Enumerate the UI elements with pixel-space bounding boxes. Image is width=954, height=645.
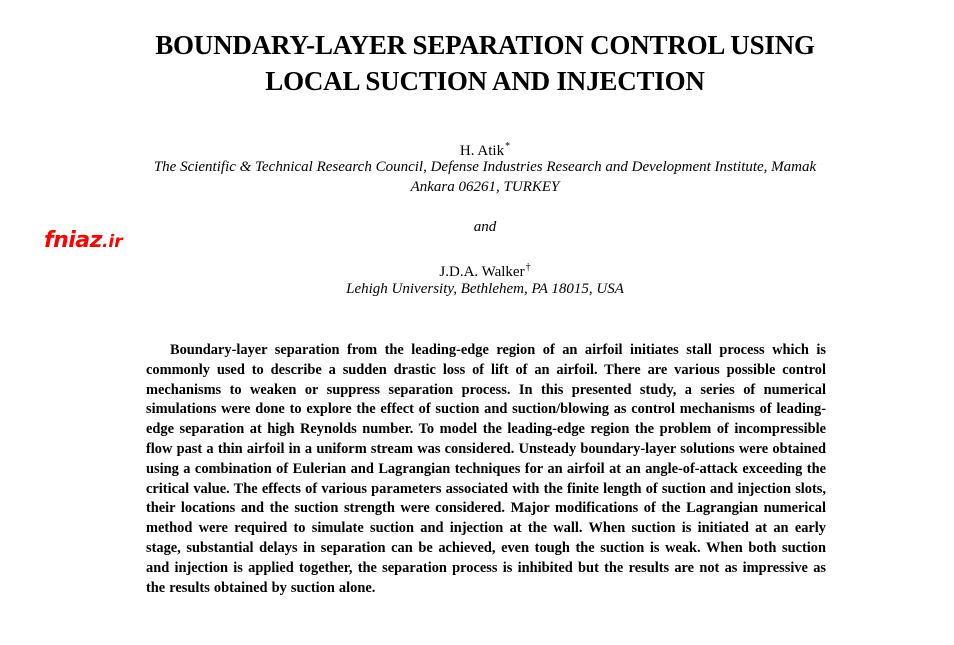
watermark-tld: .ir xyxy=(101,232,123,252)
affiliation-1-line-1: The Scientific & Technical Research Council, Defense Industries Research and Development Institute, Mamak xyxy=(153,159,817,175)
author-2 xyxy=(0,259,954,281)
watermark-logo xyxy=(44,227,123,256)
author-conjunction: and xyxy=(473,219,497,235)
author-2-name: J.D.A. Walker xyxy=(439,264,525,280)
author-2-footnote-mark: † xyxy=(525,262,531,273)
title-line-1: BOUNDARY-LAYER SEPARATION CONTROL USING xyxy=(155,30,815,60)
paper-title xyxy=(0,27,954,99)
title-line-2: LOCAL SUCTION AND INJECTION xyxy=(265,66,705,96)
affiliation-1-line-2: Ankara 06261, TURKEY xyxy=(410,179,560,195)
affiliation-2-line: Lehigh University, Bethlehem, PA 18015, USA xyxy=(346,281,624,297)
author-2-affiliation xyxy=(0,279,954,299)
watermark-name: fniaz xyxy=(44,228,102,253)
abstract-paragraph: Boundary-layer separation from the leading-edge region of an airfoil initiates stall process which is commonly used to describe a sudden drastic loss of lift of an airfoil. There are various possible control mechanisms to weaken or suppress separation process. In this presented study, a series of numerical simulations were done to explore the effect of suction and suction/blowing as control mechanisms of leading-edge separation at high Reynolds number. To model the leading-edge region the problem of incompressible flow past a thin airfoil in a uniform stream was considered. Unsteady boundary-layer solutions were obtained using a combination of Eulerian and Lagrangian techniques for an airfoil at an angle-of-attack exceeding the critical value. The effects of various parameters associated with the finite length of suction and injection slots, their locations and the suction strength were considered. Major modifications of the Lagrangian numerical method were required to simulate suction and injection at the wall. When suction is initiated at an early stage, substantial delays in separation can be achieved, even tough the suction is weak. When both suction and injection is applied together, the separation process is inhibited but the results are not as impressive as the results obtained by suction alone. xyxy=(146,342,826,596)
author-1-name: H. Atik xyxy=(459,143,505,159)
author-1-footnote-mark: * xyxy=(505,141,511,152)
author-1-affiliation xyxy=(0,157,954,197)
